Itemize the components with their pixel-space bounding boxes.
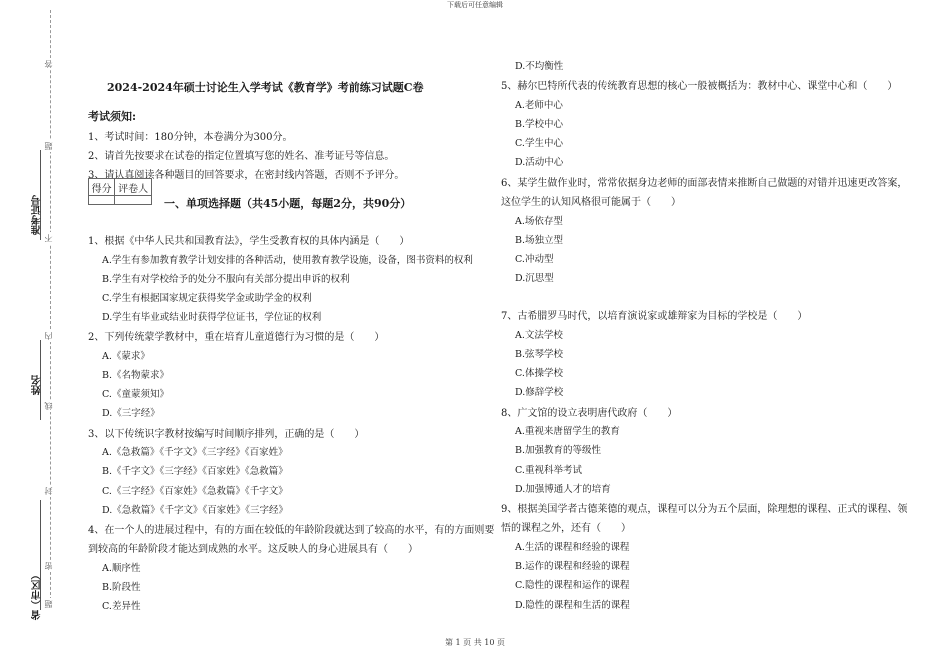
grader-field[interactable] <box>115 196 152 205</box>
answer-option[interactable]: C.《童蒙须知》 <box>102 389 169 401</box>
answer-option[interactable]: B.《名物蒙求》 <box>102 370 170 381</box>
region-label: 省（市区） <box>32 570 43 620</box>
answer-option[interactable]: B.阶段性 <box>102 582 141 594</box>
question-stem: 2、下列传统蒙学教材中，重在培育儿童道德行为习惯的是（ ） <box>88 332 385 344</box>
answer-option[interactable]: A.学生有参加教育教学计划安排的各种活动，使用教育教学设施，设备，图书资料的权利 <box>102 254 473 266</box>
notice-item: 1、考试时间：180分钟，本卷满分为300分。 <box>88 132 293 143</box>
question-stem: 8、广文馆的设立表明唐代政府（ ） <box>501 407 678 419</box>
question-stem: 到较高的年龄阶段才能达到成熟的水平。这反映人的身心进展具有（ ） <box>88 544 418 556</box>
question-stem: 5、赫尔巴特所代表的传统教育思想的核心一般被概括为：教材中心、课堂中心和（ ） <box>501 81 898 93</box>
answer-option[interactable]: C.体操学校 <box>515 368 563 380</box>
question-stem: 这位学生的认知风格很可能属于（ ） <box>501 197 681 208</box>
answer-option[interactable]: C.《三字经》《百家姓》《急救篇》《千字文》 <box>102 485 288 497</box>
answer-option[interactable]: C.差异性 <box>102 601 141 613</box>
question-stem: 9、根据美国学者古德莱德的观点，课程可以分为五个层面，除理想的课程、正式的课程、领 <box>501 503 908 515</box>
answer-option[interactable]: D.沉思型 <box>515 273 554 285</box>
score-box <box>88 178 152 205</box>
answer-option[interactable]: A.文法学校 <box>515 329 563 341</box>
question-stem: 4、在一个人的进展过程中，有的方面在较低的年龄阶段就达到了较高的水平，有的方面则要 <box>88 524 495 536</box>
seal-dashed-line <box>50 10 51 610</box>
answer-option[interactable]: A.老师中心 <box>515 99 563 111</box>
answer-option[interactable]: D.《三字经》 <box>102 408 160 420</box>
question-stem: 6、某学生做作业时，常常依据身边老师的面部表情来推断自己做题的对错并迅速更改答案， <box>501 177 908 189</box>
answer-option[interactable]: A.顺序性 <box>102 562 141 574</box>
answer-option[interactable]: C.学生中心 <box>515 138 563 150</box>
answer-option[interactable]: D.学生有毕业或结业时获得学位证书，学位证的权利 <box>102 312 322 324</box>
question-stem: 悟的课程之外，还有（ ） <box>501 523 631 535</box>
seal-line-char: 不 <box>44 234 53 242</box>
answer-option[interactable]: C.学生有根据国家规定获得奖学金或助学金的权利 <box>102 292 312 304</box>
seal-line-char: 封 <box>44 487 53 495</box>
answer-option[interactable]: D.《急救篇》《千字文》《百家姓》《三字经》 <box>102 504 289 516</box>
section-heading: 一、单项选择题（共45小题，每题2分，共90分） <box>164 197 412 210</box>
answer-option[interactable]: B.弦琴学校 <box>515 349 564 360</box>
answer-option[interactable]: C.冲动型 <box>515 253 554 265</box>
answer-option[interactable]: D.隐性的课程和生活的课程 <box>515 599 630 611</box>
answer-option[interactable]: D.修辞学校 <box>515 387 564 399</box>
question-stem: 7、古希腊罗马时代，以培育演说家或雄辩家为目标的学校是（ ） <box>501 311 808 323</box>
question-stem: 3、以下传统识字教材按编写时间顺序排列，正确的是（ ） <box>88 428 365 440</box>
answer-option[interactable]: D.不均衡性 <box>515 61 564 72</box>
seal-line-char: 答 <box>44 60 53 68</box>
notice-item: 3、请认真阅读各种题目的回答要求，在密封线内答题，否则不予评分。 <box>88 170 405 181</box>
answer-option[interactable]: A.场依存型 <box>515 215 563 227</box>
name-label: 姓名 <box>32 375 43 395</box>
answer-option[interactable]: A.重视来唐留学生的教育 <box>515 426 620 438</box>
grader-label: 评卷人 <box>115 179 152 196</box>
seal-line-char: 密 <box>44 562 53 570</box>
answer-option[interactable]: A.《急救篇》《千字文》《三字经》《百家姓》 <box>102 447 288 459</box>
answer-option[interactable]: D.活动中心 <box>515 157 564 169</box>
answer-option[interactable]: A.《蒙求》 <box>102 350 150 362</box>
answer-option[interactable]: B.学生有对学校给予的处分不服向有关部分提出申诉的权利 <box>102 273 350 285</box>
exam-number-label: 准考证号 <box>32 195 43 235</box>
answer-option[interactable]: B.《千字文》《三字经》《百家姓》《急救篇》 <box>102 466 288 478</box>
seal-line-char: 题 <box>44 142 53 150</box>
exam-title: 2024-2024年硕士讨论生入学考试《教育学》考前练习试题C卷 <box>107 81 424 94</box>
seal-line-char: 题 <box>44 600 53 608</box>
notice-heading: 考试须知: <box>88 110 137 123</box>
seal-line-char: 线 <box>44 402 53 410</box>
answer-option[interactable]: B.学校中心 <box>515 118 564 130</box>
top-note: 下载后可任意编辑 <box>447 1 503 9</box>
answer-option[interactable]: C.隐性的课程和运作的课程 <box>515 580 630 592</box>
page-footer: 第 1 页 共 10 页 <box>445 638 505 647</box>
answer-option[interactable]: A.生活的课程和经验的课程 <box>515 541 630 553</box>
answer-option[interactable]: B.加强教育的等级性 <box>515 445 602 457</box>
seal-line-char: 内 <box>44 332 53 340</box>
question-stem: 1、根据《中华人民共和国教育法》，学生受教育权的具体内涵是（ ） <box>88 236 410 247</box>
answer-option[interactable]: C.重视科举考试 <box>515 464 582 476</box>
answer-option[interactable]: D.加强博通人才的培育 <box>515 483 611 495</box>
score-label: 得分 <box>89 179 115 196</box>
answer-option[interactable]: B.场独立型 <box>515 234 564 246</box>
score-field[interactable] <box>89 196 115 205</box>
answer-option[interactable]: B.运作的课程和经验的课程 <box>515 561 630 573</box>
notice-item: 2、请首先按要求在试卷的指定位置填写您的姓名、准考证号等信息。 <box>88 151 395 162</box>
